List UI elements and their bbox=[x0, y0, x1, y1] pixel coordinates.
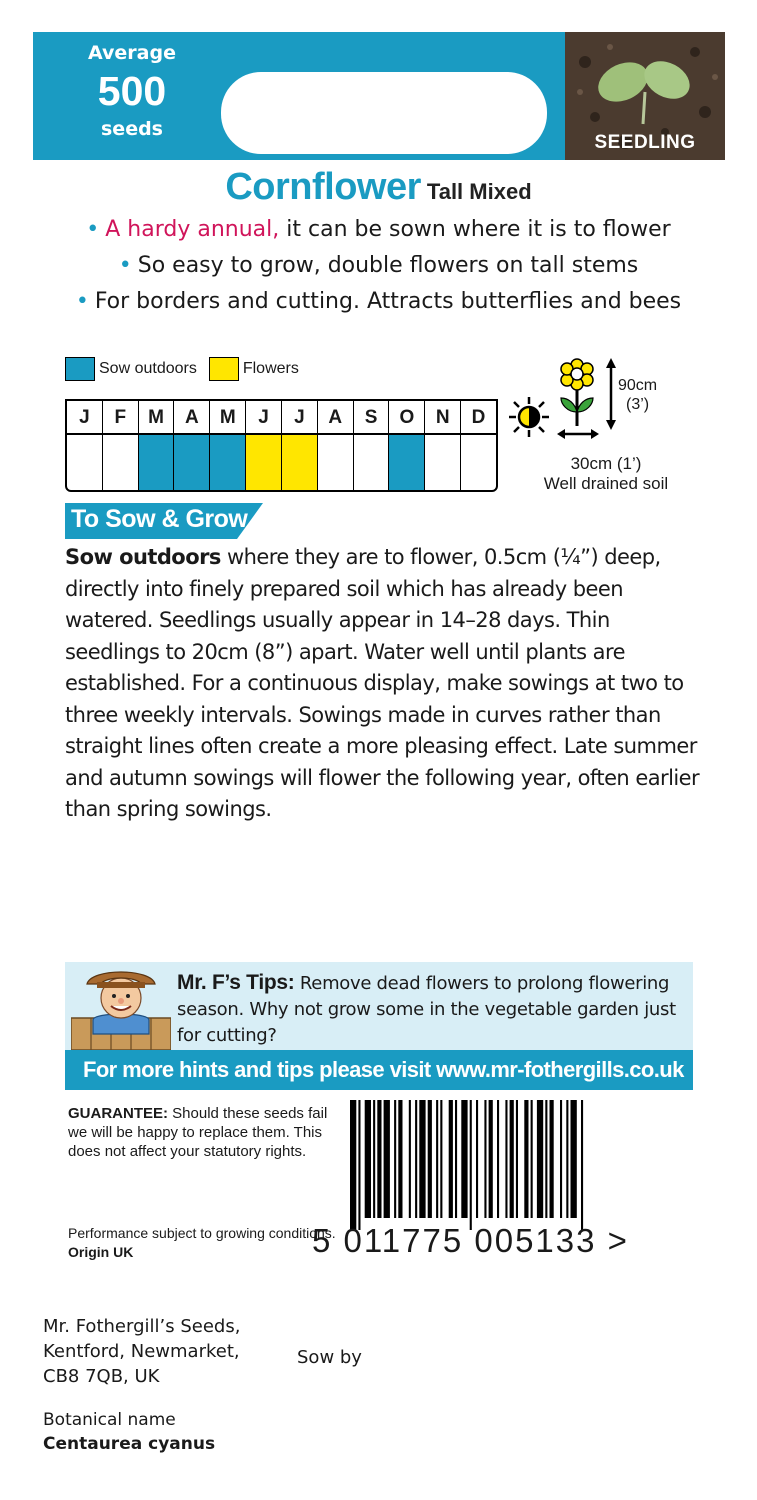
calendar-month: J bbox=[282, 401, 318, 433]
calendar-month: M bbox=[139, 401, 175, 433]
barcode-image bbox=[340, 1100, 680, 1230]
guarantee-text: GUARANTEE: Should these seeds fail we will be happy to replace them. This does not affect your statutory rights. bbox=[68, 1105, 328, 1160]
barcode-bar bbox=[571, 1100, 577, 1218]
barcode-bar bbox=[384, 1100, 390, 1218]
seed-count bbox=[33, 32, 231, 160]
calendar-cells bbox=[67, 435, 496, 490]
barcode-bar bbox=[516, 1100, 518, 1218]
calendar-month: D bbox=[471, 407, 486, 428]
calendar-cell-none bbox=[103, 435, 139, 490]
barcode-bar bbox=[489, 1100, 493, 1218]
calendar-cell-flw bbox=[246, 435, 282, 490]
tips-text: Mr. F’s Tips: Remove dead flowers to prolong flowering season. Why not grow some in the vegetable garden just for cutting? bbox=[177, 971, 676, 1046]
calendar-month: F bbox=[103, 401, 139, 433]
barcode-bar bbox=[476, 1100, 478, 1218]
barcode-bar bbox=[428, 1100, 432, 1218]
legend-flowers-label: Flowers bbox=[242, 360, 299, 377]
calendar-month: N bbox=[425, 401, 461, 433]
calendar-cell-split bbox=[318, 435, 354, 490]
barcode-bar bbox=[440, 1100, 442, 1218]
company-address: Mr. Fothergill’s Seeds, Kentford, Newmarket, CB8 7QB, UK bbox=[43, 1316, 241, 1387]
calendar-cell-split bbox=[354, 435, 390, 490]
product-variety: Tall Mixed bbox=[426, 179, 532, 204]
seedling-photo bbox=[565, 32, 725, 160]
barcode-bar bbox=[531, 1100, 533, 1218]
barcode-bar bbox=[377, 1100, 381, 1218]
barcode-bar bbox=[419, 1100, 425, 1218]
sow-grow-instructions: Sow outdoors where they are to flower, 0.5cm (¼”) deep, directly into finely prepared soil which has already been watered. Seedlings usually appear in 14–28 days. Thin seedlings to 20cm (8”) apart. Water well until plants are established. For a continuous display, make sowings at two to three weekly intervals. Sowings made in curves rather than straight lines often create a more pleasing effect. Late summer and autumn sowings will flower the following year, often earlier than spring sowings. bbox=[65, 545, 700, 821]
sow-grow-heading: To Sow & Grow bbox=[65, 503, 263, 539]
barcode-bar bbox=[365, 1100, 371, 1218]
bullet-2: • So easy to grow, double flowers on tall stems bbox=[118, 253, 639, 278]
sun-partial-shade-icon bbox=[508, 396, 550, 438]
plant-height: 90cm (3’) bbox=[618, 377, 658, 413]
mr-f-character-icon bbox=[71, 964, 171, 1050]
barcode-bar bbox=[373, 1100, 375, 1218]
seed-count-number: 500 bbox=[97, 68, 167, 114]
barcode-bar bbox=[537, 1100, 543, 1218]
barcode-bar bbox=[470, 1100, 472, 1230]
feature-bullets bbox=[0, 212, 757, 320]
website-link-band[interactable]: For more hints and tips please visit www.mr-fothergills.co.uk bbox=[65, 1050, 693, 1090]
calendar-cell-sow bbox=[389, 435, 425, 490]
barcode-bar bbox=[524, 1100, 528, 1218]
name-label-pill bbox=[221, 72, 547, 154]
barcode-bar bbox=[394, 1100, 396, 1218]
barcode-bar bbox=[560, 1100, 562, 1218]
barcode-bar bbox=[436, 1100, 438, 1218]
calendar-cell-sow bbox=[210, 435, 246, 490]
barcode-bar bbox=[358, 1100, 360, 1230]
tips-box bbox=[65, 962, 693, 1090]
barcode-bar bbox=[484, 1100, 486, 1218]
calendar-cell-sow bbox=[174, 435, 210, 490]
barcode-bar bbox=[461, 1100, 467, 1218]
botanical-name: Botanical name Centaurea cyanus bbox=[43, 1410, 216, 1454]
product-title bbox=[0, 166, 757, 209]
barcode-number: 5 011775 005133 > bbox=[312, 1222, 629, 1259]
seedling-caption: SEEDLING bbox=[594, 132, 696, 153]
legend-sow-label: Sow outdoors bbox=[99, 360, 197, 377]
calendar-cell-none bbox=[461, 435, 496, 490]
seed-count-unit: seeds bbox=[101, 118, 163, 140]
legend-flowers-swatch bbox=[209, 357, 239, 381]
seed-count-label: Average bbox=[88, 42, 176, 64]
bullet-1: • A hardy annual, it can be sown where it is to flower bbox=[86, 217, 671, 242]
calendar-cell-none bbox=[67, 435, 103, 490]
barcode-bar bbox=[566, 1100, 568, 1218]
barcode-bar bbox=[449, 1100, 453, 1218]
calendar-legend bbox=[65, 356, 299, 382]
calendar-month: J bbox=[246, 401, 282, 433]
performance-note: Performance subject to growing conditions. Origin UK bbox=[68, 1225, 336, 1260]
calendar-months bbox=[67, 401, 496, 435]
calendar-month: J bbox=[67, 401, 103, 433]
calendar-cell-none bbox=[425, 435, 461, 490]
barcode-bar bbox=[455, 1100, 457, 1218]
barcode-bar bbox=[409, 1100, 411, 1218]
product-name: Cornflower bbox=[225, 166, 421, 208]
barcode-bar bbox=[398, 1100, 402, 1218]
calendar-cell-flw bbox=[282, 435, 318, 490]
calendar-month: M bbox=[210, 401, 246, 433]
plant-size-icon bbox=[553, 356, 621, 446]
barcode-bar bbox=[545, 1100, 547, 1218]
calendar-month: O bbox=[389, 401, 425, 433]
barcode-bar bbox=[550, 1100, 554, 1218]
barcode-bar bbox=[497, 1100, 499, 1218]
calendar-cell-sow bbox=[139, 435, 175, 490]
tips-heading: Mr. F’s Tips: bbox=[177, 971, 295, 994]
sowing-calendar bbox=[65, 399, 498, 492]
calendar-month: S bbox=[354, 401, 390, 433]
bullet-3: • For borders and cutting. Attracts butterflies and bees bbox=[75, 289, 682, 314]
plant-spread: 30cm (1’) bbox=[570, 454, 642, 473]
soil-type: Well drained soil bbox=[543, 474, 669, 493]
barcode-bar bbox=[581, 1100, 583, 1230]
barcode-bar bbox=[415, 1100, 417, 1218]
barcode-bar bbox=[505, 1100, 507, 1218]
plant-spread-soil bbox=[520, 454, 692, 494]
calendar-month: A bbox=[318, 401, 354, 433]
legend-sow-swatch bbox=[65, 357, 95, 381]
calendar-month: A bbox=[174, 401, 210, 433]
sow-by-label: Sow by bbox=[297, 1347, 362, 1368]
barcode-bar bbox=[510, 1100, 514, 1218]
header-band bbox=[33, 32, 725, 160]
barcode-bar bbox=[350, 1100, 356, 1230]
